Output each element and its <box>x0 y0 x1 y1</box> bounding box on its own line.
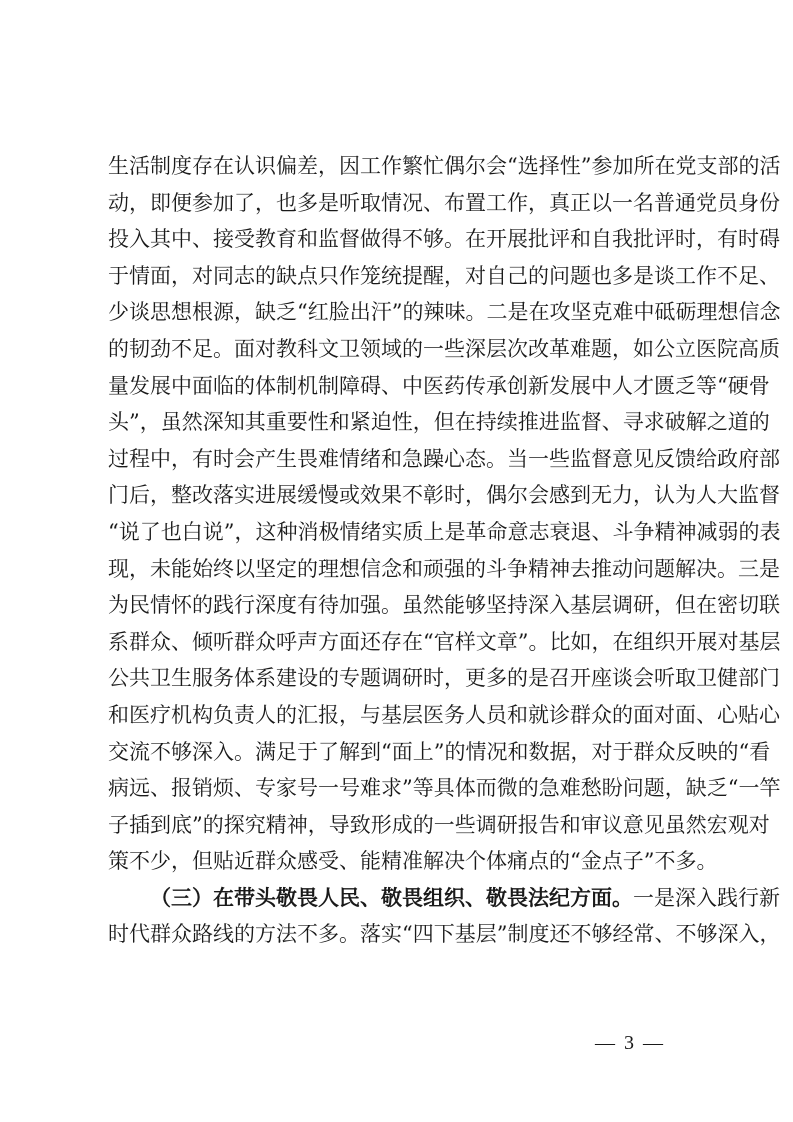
body-line: 量发展中面临的体制机制障碍、中医药传承创新发展中人才匮乏等“硬骨 <box>108 373 770 398</box>
body-text <box>108 148 781 953</box>
body-line: 头”，虽然深知其重要性和紧迫性，但在持续推进监督、寻求破解之道的 <box>108 410 770 435</box>
page-number: — 3 — <box>595 1032 665 1054</box>
body-line: 时代群众路线的方法不多。落实“四下基层”制度还不够经常、不够深入， <box>108 922 781 947</box>
body-line: 门后，整改落实进展缓慢或效果不彰时，偶尔会感到无力，认为人大监督 <box>108 483 780 508</box>
section-heading-line <box>108 880 780 917</box>
body-line: 过程中，有时会产生畏难情绪和急躁心态。当一些监督意见反馈给政府部 <box>108 446 780 471</box>
body-line: 系群众、倾听群众呼声方面还存在“官样文章”。比如，在组织开展对基层 <box>108 629 781 654</box>
body-line: 现，未能始终以坚定的理想信念和顽强的斗争精神去推动问题解决。三是 <box>108 556 780 581</box>
body-line: 动，即便参加了，也多是听取情况、布置工作，真正以一名普通党员身份 <box>108 190 780 215</box>
body-line: 为民情怀的践行深度有待加强。虽然能够坚持深入基层调研，但在密切联 <box>108 593 780 618</box>
body-line: 病远、报销烦、专家号一号难求”等具体而微的急难愁盼问题，缺乏“一竿 <box>108 776 781 801</box>
section-heading: （三）在带头敬畏人民、敬畏组织、敬畏法纪方面。 <box>150 884 633 910</box>
body-line: 少谈思想根源，缺乏“红脸出汗”的辣味。二是在攻坚克难中砥砺理想信念 <box>108 300 781 325</box>
body-line: 公共卫生服务体系建设的专题调研时，更多的是召开座谈会听取卫健部门 <box>108 666 780 691</box>
body-line: 子插到底”的探究精神，导致形成的一些调研报告和审议意见虽然宏观对 <box>108 812 770 837</box>
body-line: 的韧劲不足。面对教科文卫领域的一些深层次改革难题，如公立医院高质 <box>108 336 780 361</box>
section-text-run: 一是深入践行新 <box>633 885 780 910</box>
body-line: “说了也白说”，这种消极情绪实质上是革命意志衰退、斗争精神减弱的表 <box>108 519 781 544</box>
body-line: 于情面，对同志的缺点只作笼统提醒，对自己的问题也多是谈工作不足、 <box>108 263 780 288</box>
body-line: 投入其中、接受教育和监督做得不够。在开展批评和自我批评时，有时碍 <box>108 227 780 252</box>
body-line: 和医疗机构负责人的汇报，与基层医务人员和就诊群众的面对面、心贴心 <box>108 702 780 727</box>
paragraph-end-line: 策不少，但贴近群众感受、能精准解决个体痛点的“金点子”不多。 <box>108 849 718 874</box>
body-line: 交流不够深入。满足于了解到“面上”的情况和数据，对于群众反映的“看 <box>108 739 771 764</box>
body-line: 生活制度存在认识偏差，因工作繁忙偶尔会“选择性”参加所在党支部的活 <box>108 154 781 178</box>
